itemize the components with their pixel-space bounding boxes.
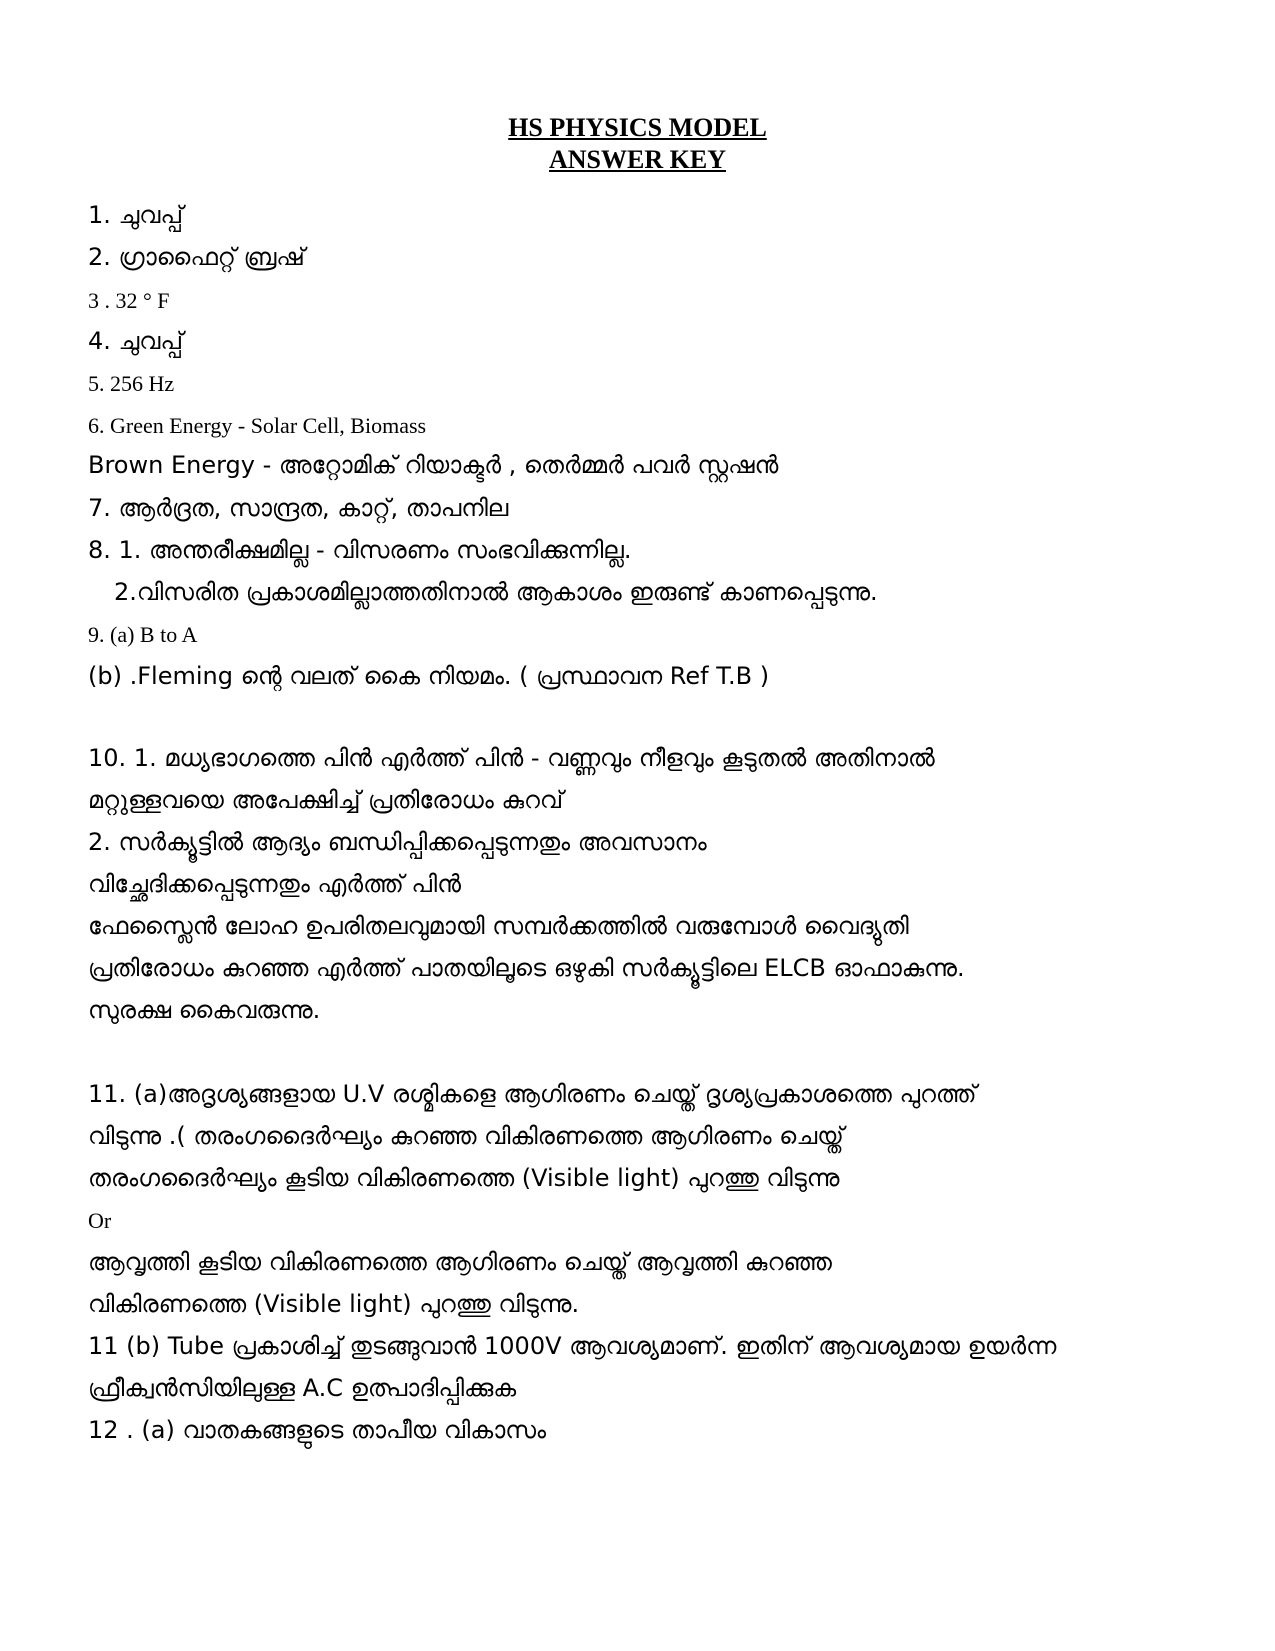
answer-9a: 9. (a) B to A bbox=[88, 622, 198, 647]
answer-4: 4. ചുവപ്പ് bbox=[88, 327, 184, 355]
answer-10-line-3: 2. സർക്യൂട്ടിൽ ആദ്യം ബന്ധിപ്പിക്കപ്പെടുന്നതും അവസാനം bbox=[88, 828, 707, 856]
page-title-line-2: ANSWER KEY bbox=[549, 145, 726, 174]
answer-11a-or: Or bbox=[88, 1208, 112, 1233]
answer-11a-line-2: വിടുന്നു .( തരംഗദൈർഘ്യം കുറഞ്ഞ വികിരണത്തെ ആഗിരണം ചെയ്ത് bbox=[88, 1122, 844, 1150]
answer-6-brown: Brown Energy - അറ്റോമിക് റിയാക്ടർ , തെർമ്മർ പവർ സ്റ്റഷൻ bbox=[88, 451, 779, 479]
answer-8-part-1: 8. 1. അന്തരീക്ഷമില്ല - വിസരണം സംഭവിക്കുന്നില്ല. bbox=[88, 536, 632, 564]
answer-9b: (b) .Fleming ന്റെ വലത് കൈ നിയമം. ( പ്രസ്ഥാവന Ref T.B ) bbox=[88, 662, 770, 690]
answer-5: 5. 256 Hz bbox=[88, 371, 175, 396]
answer-12a: 12 . (a) വാതകങ്ങളുടെ താപീയ വികാസം bbox=[88, 1416, 547, 1444]
answer-10-line-2: മറ്റുള്ളവയെ അപേക്ഷിച്ച് പ്രതിരോധം കുറവ് bbox=[88, 786, 564, 814]
answer-10-line-4: വിച്ഛേദിക്കപ്പെടുന്നതും എർത്ത് പിൻ bbox=[88, 870, 462, 898]
answer-11a-line-4: ആവൃത്തി കൂടിയ വികിരണത്തെ ആഗിരണം ചെയ്ത് ആവൃത്തി കുറഞ്ഞ bbox=[88, 1248, 832, 1276]
answer-7: 7. ആർദ്രത, സാന്ദ്രത, കാറ്റ്, താപനില bbox=[88, 494, 509, 522]
answer-10-line-1: 10. 1. മധ്യഭാഗത്തെ പിൻ എർത്ത് പിൻ - വണ്ണവും നീളവും കൂടുതൽ അതിനാൽ bbox=[88, 744, 935, 772]
answer-11b-line-2: ഫ്രീക്വൻസിയിലുള്ള A.C ഉത്പാദിപ്പിക്കുക bbox=[88, 1374, 517, 1402]
answer-11a-line-5: വികിരണത്തെ (Visible light) പുറത്തു വിടുന്നു. bbox=[88, 1290, 580, 1318]
page-title-line-1: HS PHYSICS MODEL bbox=[508, 113, 767, 142]
answer-2: 2. ഗ്രാഫൈറ്റ് ബ്രഷ് bbox=[88, 243, 305, 271]
answer-8-part-2: 2.വിസരിത പ്രകാശമില്ലാത്തതിനാൽ ആകാശം ഇരുണ്ട് കാണപ്പെടുന്നു. bbox=[114, 578, 878, 606]
answer-3: 3 . 32 ° F bbox=[88, 288, 170, 313]
answer-10-line-6: പ്രതിരോധം കുറഞ്ഞ എർത്ത് പാതയിലൂടെ ഒഴുകി സർക്യൂട്ടിലെ ELCB ഓഫാകുന്നു. bbox=[88, 954, 965, 982]
answer-11a-line-3: തരംഗദൈർഘ്യം കൂടിയ വികിരണത്തെ (Visible light) പുറത്തു വിടുന്നു bbox=[88, 1164, 840, 1192]
answer-10-line-7: സുരക്ഷ കൈവരുന്നു. bbox=[88, 996, 321, 1024]
answer-6-green: 6. Green Energy - Solar Cell, Biomass bbox=[88, 413, 427, 438]
answer-10-line-5: ഫേസ്ലൈൻ ലോഹ ഉപരിതലവുമായി സമ്പർക്കത്തിൽ വരുമ്പോൾ വൈദ്യുതി bbox=[88, 912, 909, 940]
answer-1: 1. ചുവപ്പ് bbox=[88, 201, 184, 229]
answer-11a-line-1: 11. (a)അദൃശ്യങ്ങളായ U.V രശ്മികളെ ആഗിരണം ചെയ്ത് ദൃശ്യപ്രകാശത്തെ പുറത്ത് bbox=[88, 1080, 977, 1108]
answer-11b-line-1: 11 (b) Tube പ്രകാശിച്ച് തുടങ്ങുവാൻ 1000V ആവശ്യമാണ്. ഇതിന് ആവശ്യമായ ഉയർന്ന bbox=[88, 1332, 1057, 1360]
